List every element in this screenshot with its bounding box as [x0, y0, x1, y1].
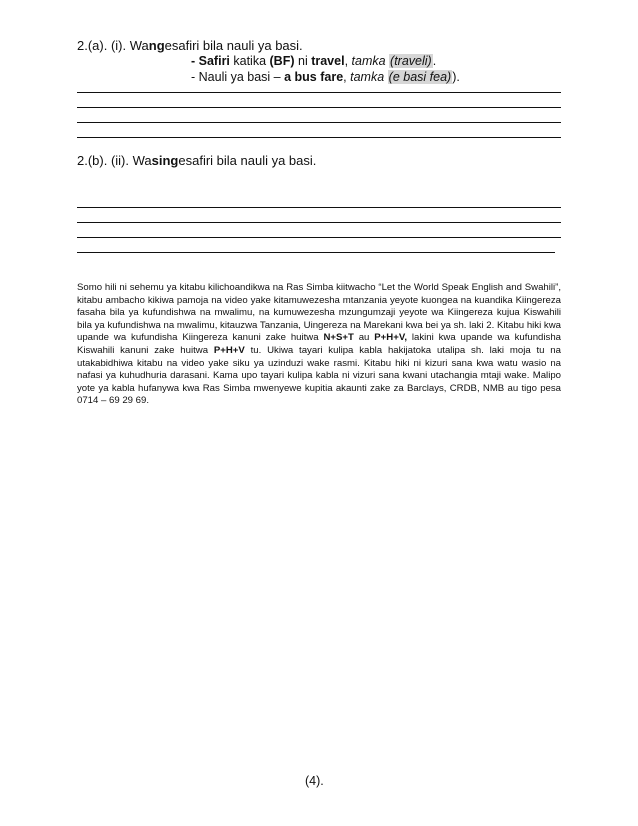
vocab-text: , — [343, 70, 351, 84]
question-2b-prefix: 2.(b). (ii). Wa — [77, 153, 152, 168]
question-2b-rest: esafiri bila nauli ya basi. — [178, 153, 317, 168]
answer-line — [77, 222, 561, 223]
answer-line — [77, 207, 561, 208]
answer-line — [77, 122, 561, 123]
answer-line — [77, 237, 561, 238]
paragraph-text: au — [353, 332, 375, 344]
page-number: (4). — [305, 774, 324, 788]
question-2a-prefix: 2.(a). (i). Wa — [77, 38, 149, 53]
question-2a — [77, 38, 303, 53]
vocab-english: a bus fare — [284, 70, 344, 84]
paragraph-text: tu. Ukiwa tayari kulipa kabla hakijatoka utalipa sh. laki moja tu na utakabidhiwa kitabu na video yake siku ya uzinduzi wake rasmi. Kitabu hiki ni kizuri sana kwa watu wasio na nafasi ya kuhudhuria darasani. Kama upo tayari kulipa kabla ni vizuri sana kwani utachangia mtaji wake. Malipo yote ya kabla hufanywa kwa Ras Simba mwenyewe kupitia akaunti zake za Barclays, CRDB, NMB au tigo pesa 0714 – 69 29 69. — [77, 344, 561, 407]
question-2a-bold: ng — [148, 38, 165, 53]
vocab-text: katika — [229, 54, 270, 68]
vocab-tamka: tamka — [350, 70, 385, 84]
question-2b-bold: sing — [151, 153, 179, 168]
answer-line — [77, 137, 561, 138]
paragraph-text: Somo hili ni sehemu ya kitabu kilichoandikwa na Ras Simba kiitwacho “Let the World Speak English and Swahili”, kitabu ambacho kikiwa pamoja na video yake kitamuwezesha mtanzania yeyote kuongea na kuandika Kiingereza fasaha bila ya kufundishwa na mwalimu, na kumuwezesha mzungumzaji yeyote wa Kiingereza kujua Kiswahili bila ya kufundishwa na mwalimu, kitauzwa Tanzania, Uingereza na Marekani kwa bei ya sh. laki 2. Kitabu hiki kwa upande wa kufundisha Kiingereza kanuni zake huitwa — [77, 282, 561, 344]
vocab-line-nauli — [191, 70, 460, 84]
vocab-text: ni — [294, 54, 312, 68]
answer-line — [77, 92, 561, 93]
paragraph-bold: N+S+T — [323, 332, 354, 344]
answer-line — [77, 252, 555, 253]
answer-line — [77, 107, 561, 108]
paragraph-text: lakini kwa upande wa kufundisha Kiswahili kanuni zake huitwa — [77, 332, 561, 356]
vocab-english: travel — [311, 54, 345, 68]
vocab-word: Safiri — [198, 54, 230, 68]
vocab-text: - Nauli ya basi – — [191, 70, 285, 84]
vocab-dash: - — [191, 54, 199, 68]
vocab-pronunciation: (traveli) — [390, 54, 432, 68]
vocab-text: , — [344, 54, 352, 68]
question-2a-rest: esafiri bila nauli ya basi. — [164, 38, 303, 53]
vocab-text: . — [432, 54, 437, 68]
vocab-code: (BF) — [269, 54, 295, 68]
vocab-line-safiri — [191, 54, 436, 68]
question-2b — [77, 153, 316, 168]
vocab-text: ). — [452, 70, 460, 84]
vocab-pronunciation: (e basi fea) — [388, 70, 452, 84]
paragraph-bold: P+H+V, — [374, 332, 407, 344]
paragraph-bold: P+H+V — [213, 344, 245, 356]
vocab-tamka: tamka — [351, 54, 386, 68]
book-info-paragraph — [77, 282, 561, 408]
